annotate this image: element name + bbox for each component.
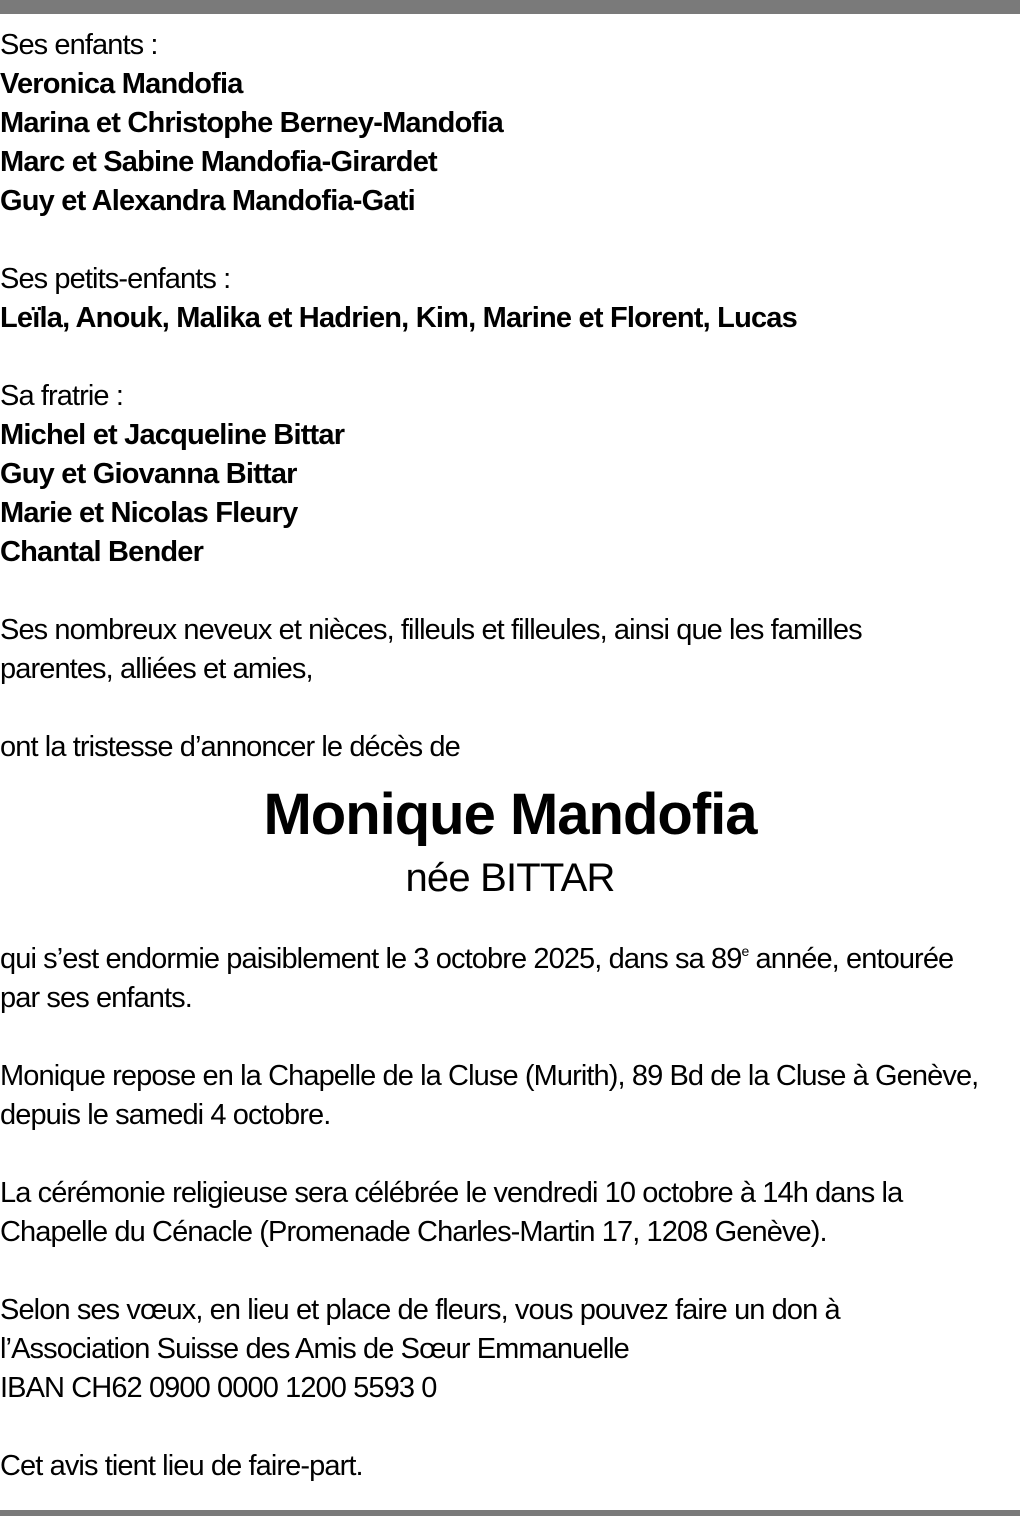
extended-family-line: Ses nombreux neveux et nièces, filleuls et filleules, ainsi que les familles <box>0 614 862 646</box>
passing-line <box>0 940 1020 979</box>
ceremony-line: La cérémonie religieuse sera célébrée le vendredi 10 octobre à 14h dans la <box>0 1177 903 1209</box>
deceased-block <box>0 777 1020 903</box>
child-name: Veronica Mandofia <box>0 68 243 100</box>
sibling-name: Guy et Giovanna Bittar <box>0 458 297 490</box>
donation-line: Selon ses vœux, en lieu et place de fleurs, vous pouvez faire un don à <box>0 1294 840 1326</box>
grandchildren-heading: Ses petits-enfants : <box>0 263 231 295</box>
passing-line: par ses enfants. <box>0 982 192 1014</box>
passing-text-start: qui s’est endormie paisiblement le 3 octobre 2025, dans sa 89 <box>0 943 742 975</box>
children-heading: Ses enfants : <box>0 29 158 61</box>
child-name: Marc et Sabine Mandofia-Girardet <box>0 146 437 178</box>
child-name: Marina et Christophe Berney-Mandofia <box>0 107 503 139</box>
grandchildren-names: Leïla, Anouk, Malika et Hadrien, Kim, Marine et Florent, Lucas <box>0 302 797 334</box>
donation-iban: IBAN CH62 0900 0000 1200 5593 0 <box>0 1372 437 1404</box>
sibling-name: Michel et Jacqueline Bittar <box>0 419 345 451</box>
donation-line: l’Association Suisse des Amis de Sœur Emmanuelle <box>0 1333 629 1365</box>
viewing-line: Monique repose en la Chapelle de la Cluse (Murith), 89 Bd de la Cluse à Genève, <box>0 1060 979 1092</box>
child-name: Guy et Alexandra Mandofia-Gati <box>0 185 415 217</box>
closing-text: Cet avis tient lieu de faire-part. <box>0 1450 363 1482</box>
viewing-line: depuis le samedi 4 octobre. <box>0 1099 331 1131</box>
ceremony-line: Chapelle du Cénacle (Promenade Charles-Martin 17, 1208 Genève). <box>0 1216 827 1248</box>
deceased-maiden-name: née BITTAR <box>405 856 615 900</box>
passing-text-end: année, entourée <box>748 943 954 975</box>
announcement-text: ont la tristesse d’annoncer le décès de <box>0 731 460 763</box>
sibling-name: Marie et Nicolas Fleury <box>0 497 298 529</box>
top-rule <box>0 0 1020 14</box>
sibling-name: Chantal Bender <box>0 536 204 568</box>
deceased-name: Monique Mandofia <box>263 782 757 847</box>
siblings-heading: Sa fratrie : <box>0 380 123 412</box>
bottom-rule <box>0 1510 1020 1516</box>
ordinal-suffix: e <box>741 943 749 959</box>
obituary-notice <box>0 26 1020 1486</box>
extended-family-line: parentes, alliées et amies, <box>0 653 313 685</box>
